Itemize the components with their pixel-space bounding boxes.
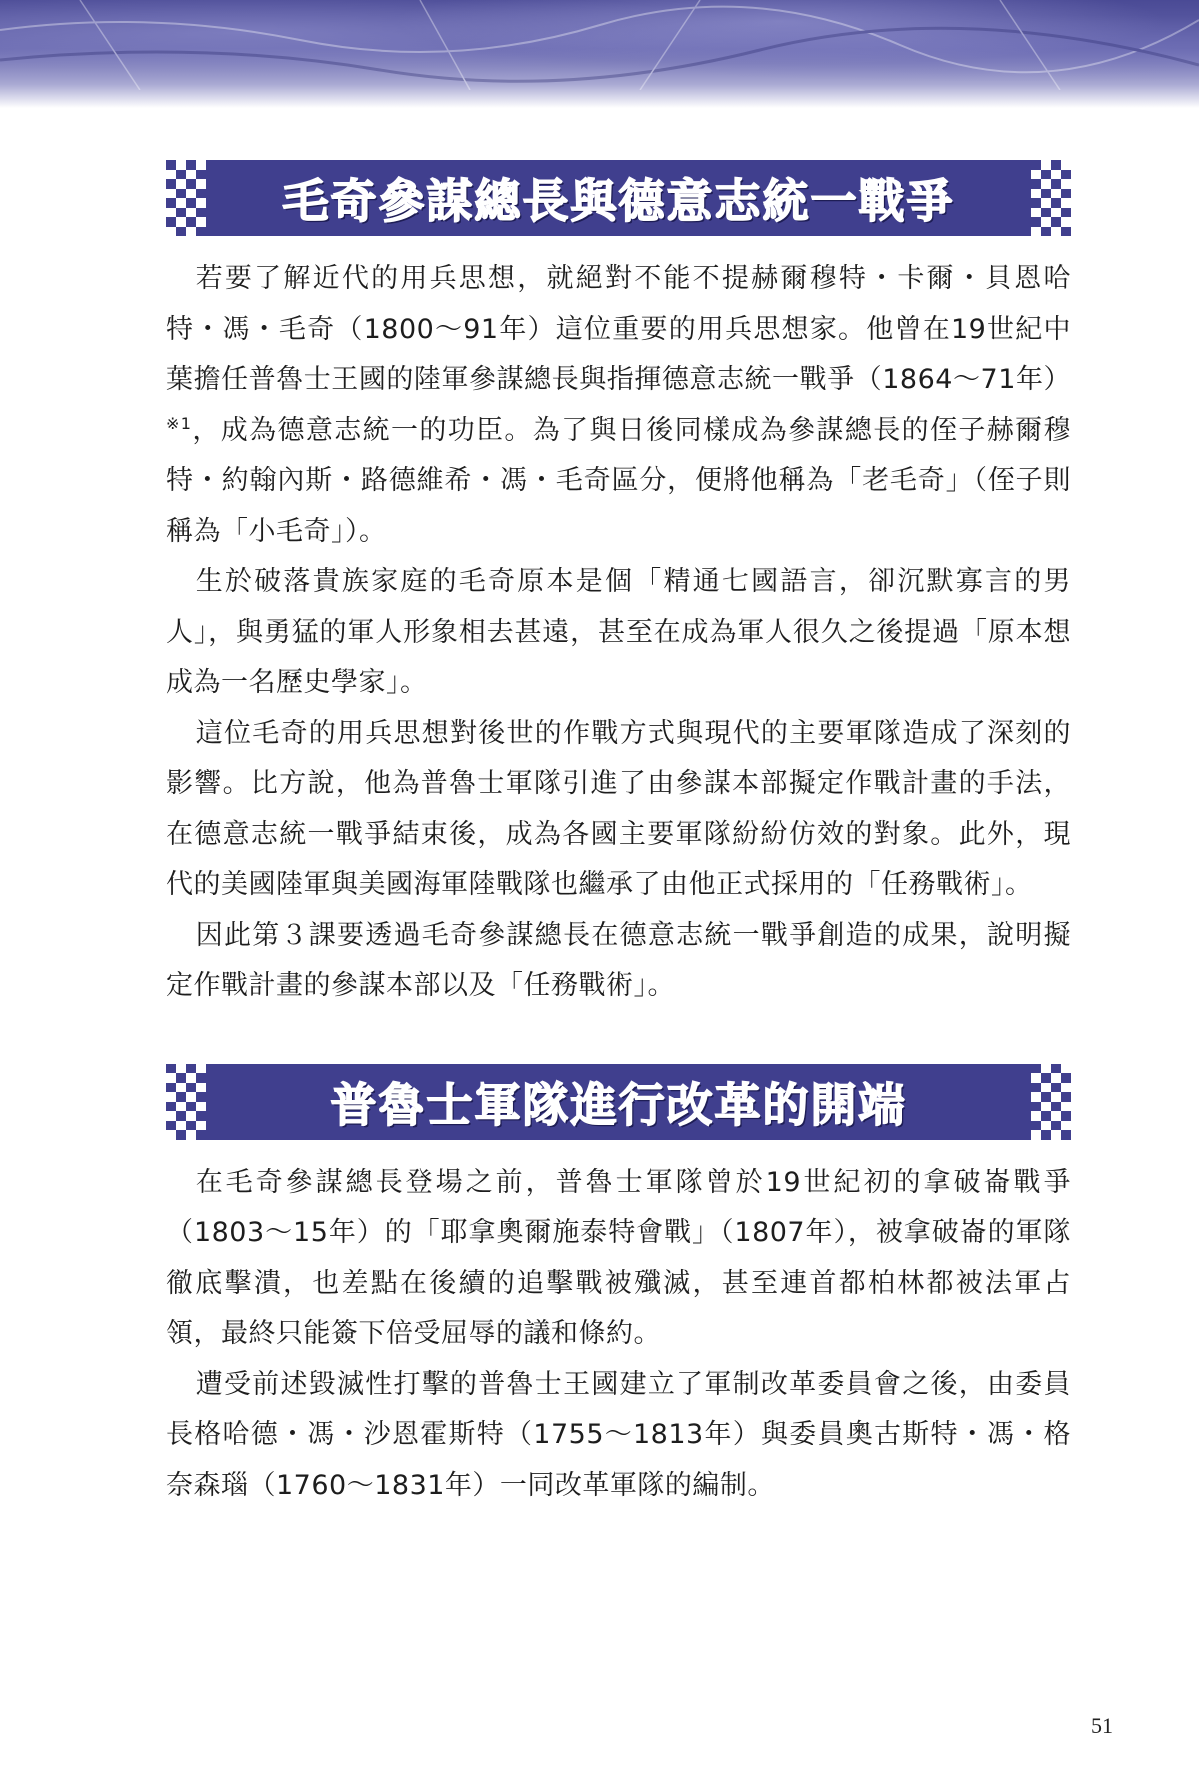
page-number: 51: [1091, 1713, 1113, 1738]
banner-texture: [0, 0, 1199, 90]
checker-left-decoration: [166, 160, 206, 236]
checker-right-decoration: [1031, 160, 1071, 236]
section-title: 普魯士軍隊進行改革的開端: [330, 1077, 907, 1132]
section-header-1: [166, 160, 1071, 236]
section-title: 毛奇參謀總長與德意志統一戰爭: [282, 174, 955, 228]
checker-left-decoration: [166, 1064, 206, 1140]
paragraph: 因此第３課要透過毛奇參謀總長在德意志統一戰爭創造的成果，說明擬定作戰計畫的參謀本部以及「任務戰術」。: [166, 919, 1071, 1001]
footnote-marker: ※1: [166, 413, 192, 433]
top-banner: [0, 0, 1199, 108]
section-2: [166, 1064, 1071, 1512]
content: [166, 160, 1071, 1511]
paragraph: 若要了解近代的用兵思想，就絕對不能不提赫爾穆特・卡爾・貝恩哈特・馮・毛奇（1800～91年）這位重要的用兵思想家。他曾在19世紀中葉擔任普魯士王國的陸軍參謀總長與指揮德意志統一戰爭（1864～71年）$^{※1}$，成為德意志統一的功臣。為了與日後同樣成為參謀總長的侄子赫爾穆特・約翰內斯・路德維希・馮・毛奇區分，便將他稱為「老毛奇」（侄子則稱為「小毛奇」）。: [166, 263, 1072, 547]
paragraph: 這位毛奇的用兵思想對後世的作戰方式與現代的主要軍隊造成了深刻的影響。比方說，他為普魯士軍隊引進了由參謀本部擬定作戰計畫的手法，在德意志統一戰爭結束後，成為各國主要軍隊紛紛仿效的對象。此外，現代的美國陸軍與美國海軍陸戰隊也繼承了由他正式採用的「任務戰術」。: [166, 717, 1071, 900]
paragraph: 生於破落貴族家庭的毛奇原本是個「精通七國語言，卻沉默寡言的男人」，與勇猛的軍人形象相去甚遠，甚至在成為軍人很久之後提過「原本想成為一名歷史學家」。: [166, 566, 1071, 698]
section-1: [166, 160, 1071, 1012]
checker-right-decoration: [1031, 1064, 1071, 1140]
section-header-2: [166, 1064, 1071, 1140]
paragraph: 遭受前述毀滅性打擊的普魯士王國建立了軍制改革委員會之後，由委員長格哈德・馮・沙恩霍斯特（1755～1813年）與委員奧古斯特・馮・格奈森瑙（1760～1831年）一同改革軍隊的編制。: [166, 1368, 1071, 1501]
paragraph: 在毛奇參謀總長登場之前，普魯士軍隊曾於19世紀初的拿破崙戰爭（1803～15年）的「耶拿奧爾施泰特會戰」（1807年），被拿破崙的軍隊徹底擊潰，也差點在後續的追擊戰被殲滅，甚至連首都柏林都被法軍占領，最終只能簽下倍受屈辱的議和條約。: [166, 1166, 1071, 1349]
